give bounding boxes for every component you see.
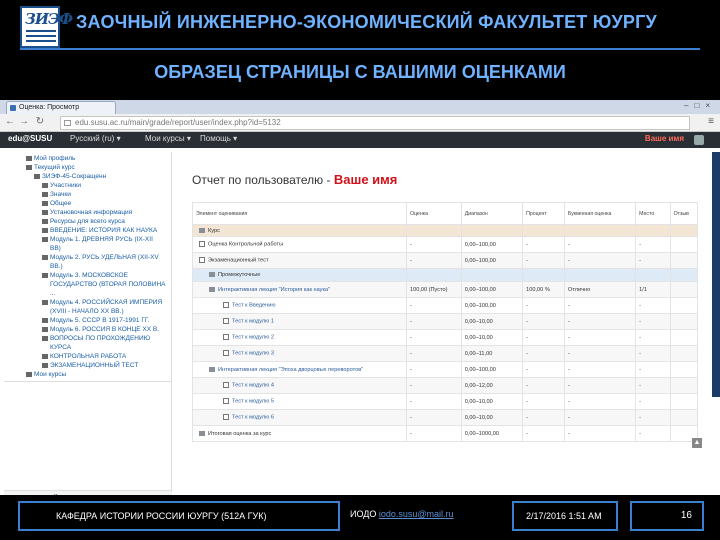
sidebar-item[interactable] [4,253,171,262]
sidebar-item[interactable] [4,199,171,208]
help-menu[interactable]: Помощь ▾ [200,134,238,143]
grade-cell-letter: 1/1 [636,282,670,298]
grade-cell-range: 0,00–100,00 [461,362,522,378]
grade-item-name [193,426,407,442]
reload-icon[interactable]: ↻ [35,116,45,127]
folder-icon [209,272,215,277]
sidebar-item[interactable] [4,334,171,343]
user-menu[interactable]: Ваше имя [644,134,684,143]
tab-bar [0,100,720,114]
grade-cell-misc [670,225,697,237]
grade-row [193,269,698,282]
sidebar-item[interactable] [4,190,171,199]
favicon-icon [10,105,16,111]
grade-cell-letter: - [636,362,670,378]
sidebar-item-label: КУРСА [50,344,72,351]
logo-text: ЗИЭФ [25,10,73,28]
grade-cell-letter: - [636,346,670,362]
browser-tab[interactable] [6,101,116,114]
folder-icon [199,431,205,436]
grade-item-label[interactable]: Итоговая оценка за курс [208,430,272,437]
folder-icon [42,354,48,359]
slide-footer [0,495,720,540]
sidebar-item-label: Общее [50,200,72,207]
grade-item-name [193,410,407,426]
grade-cell-misc [670,314,697,330]
grade-cell-percent: - [523,330,565,346]
grade-item-name [193,269,407,282]
sidebar-item-label: КОНТРОЛЬНАЯ РАБОТА [50,353,127,360]
sidebar-item[interactable] [4,181,171,190]
grade-cell-range: 0,00–10,00 [461,394,522,410]
grade-cell-percent: - [523,362,565,378]
grade-cell-weight: - [406,410,461,426]
folder-icon [42,237,48,242]
grade-item-name [193,394,407,410]
grade-row [193,314,698,330]
grade-cell-feedback: - [564,426,635,442]
grade-cell-weight: - [406,378,461,394]
folder-icon [42,210,48,215]
sidebar-item[interactable] [4,298,171,307]
grade-cell-percent: - [523,346,565,362]
sidebar-item-label: ГОСУДАРСТВО (ВТОРАЯ ПОЛОВИНА [50,281,166,288]
sidebar-item-label: ВОПРОСЫ ПО ПРОХОЖДЕНИЮ [50,335,151,342]
grade-cell-weight: - [406,330,461,346]
folder-icon [42,228,48,233]
url-input[interactable] [60,116,690,130]
grade-cell-misc [670,282,697,298]
grade-cell-letter: - [636,314,670,330]
footer-department-box [18,501,340,531]
grade-cell-misc [670,237,697,253]
sidebar-item-label: ... [50,290,56,297]
grade-cell-weight [406,225,461,237]
forward-icon[interactable]: → [19,116,29,127]
grade-item-label[interactable]: Тест к модулю 1 [232,318,275,325]
grade-cell-letter [636,269,670,282]
sidebar-item-label: Модуль 4. РОССИЙСКАЯ ИМПЕРИЯ [50,299,163,306]
grade-row [193,253,698,269]
grade-cell-misc [670,298,697,314]
grade-cell-misc [670,394,697,410]
folder-icon [199,228,205,233]
logo-lines [26,30,56,45]
grade-cell-weight: - [406,346,461,362]
grade-row [193,237,698,253]
quiz-icon [223,302,229,308]
grade-row [193,378,698,394]
grade-cell-letter: - [636,330,670,346]
footer-iodo [350,509,454,519]
grade-cell-percent: - [523,426,565,442]
faculty-logo [20,6,73,48]
folder-icon [42,201,48,206]
navigation-block [4,152,172,495]
sidebar-item[interactable] [4,361,171,370]
grade-cell-percent: - [523,237,565,253]
grade-cell-feedback: - [564,237,635,253]
header-name: Элемент оценивания [193,203,407,225]
sidebar-item-label: Ресурсы для всего курса [50,218,125,225]
grade-cell-feedback: - [564,253,635,269]
grade-cell-misc [670,378,697,394]
quiz-icon [223,398,229,404]
sidebar-item[interactable] [4,154,171,163]
grade-cell-range: 0,00–11,00 [461,346,522,362]
grade-cell-feedback: - [564,346,635,362]
grade-cell-weight: - [406,394,461,410]
grade-cell-percent: - [523,410,565,426]
grade-cell-range: 0,00–10,00 [461,330,522,346]
sidebar-item[interactable] [4,316,171,325]
grade-cell-range: 0,00–100,00 [461,237,522,253]
sidebar-item-label: Мой профиль [34,155,76,162]
footer-page-box [630,501,704,531]
folder-icon [42,318,48,323]
grade-cell-feedback: - [564,330,635,346]
grade-cell-range: 0,00–100,00 [461,298,522,314]
grade-item-name [193,330,407,346]
grade-item-label[interactable]: Курс [208,227,220,234]
grade-cell-percent: - [523,394,565,410]
grade-cell-weight: - [406,426,461,442]
grade-cell-letter: - [636,426,670,442]
grade-item-name [193,314,407,330]
grade-item-label[interactable]: Тест к модулю 4 [232,382,275,389]
grade-cell-range: 0,00–1000,00 [461,426,522,442]
folder-icon [209,367,215,372]
my-courses-menu[interactable]: Мои курсы ▾ [145,134,191,143]
grade-cell-percent [523,225,565,237]
header-grade: Оценка [406,203,461,225]
grade-row [193,394,698,410]
grade-cell-feedback: - [564,362,635,378]
header-percent: Процент [523,203,565,225]
grade-cell-weight: - [406,253,461,269]
grade-cell-weight: - [406,237,461,253]
grade-cell-range: 0,00–100,00 [461,253,522,269]
address-bar [0,114,720,132]
sidebar-item[interactable] [4,289,171,298]
header-rank: Место [636,203,670,225]
grades-table [192,202,698,442]
grade-item-name [193,225,407,237]
header-range: Диапазон [461,203,522,225]
sidebar-item-label: ЗИЭФ-45-Сокращенн [42,173,107,180]
grade-item-name [193,282,407,298]
folder-icon [42,363,48,368]
hamburger-icon[interactable]: ≡ [708,116,714,127]
grade-cell-feedback [564,269,635,282]
sidebar-item-label: Текущий курс [34,164,75,171]
language-menu[interactable]: Русский (ru) ▾ [70,134,121,143]
grade-cell-percent [523,269,565,282]
folder-icon [42,300,48,305]
back-icon[interactable]: ← [5,116,15,127]
sidebar-item[interactable] [4,343,171,352]
grade-cell-weight: - [406,298,461,314]
browser-window [0,100,720,495]
slide-subtitle: ОБРАЗЕЦ СТРАНИЦЫ С ВАШИМИ ОЦЕНКАМИ [154,62,566,82]
folder-icon [42,219,48,224]
grade-cell-feedback: - [564,298,635,314]
grade-cell-weight [406,269,461,282]
grade-cell-percent: - [523,378,565,394]
sidebar-item[interactable] [4,226,171,235]
grade-cell-range: 0,00–12,00 [461,378,522,394]
grade-cell-percent: 100,00 % [523,282,565,298]
footer-iodo-box [346,501,501,531]
folder-icon [26,156,32,161]
folder-icon [42,255,48,260]
folder-icon [209,287,215,292]
grade-item-label[interactable]: Экзаменационный тест [208,257,269,264]
sidebar-item-label: Модуль 1. ДРЕВНЯЯ РУСЬ (IX-XII [50,236,153,243]
grade-item-label[interactable]: Тест к модулю 3 [232,350,275,357]
grade-cell-range: 0,00–100,00 [461,282,522,298]
quiz-icon [199,241,205,247]
header-letter: Буквенная оценка [564,203,635,225]
window-controls[interactable]: –□× [684,101,716,110]
sidebar-item[interactable] [4,235,171,244]
tab-title: Оценка: Просмотр [19,104,80,111]
sidebar-item-label: Модуль 5. СССР В 1917-1991 ГГ. [50,317,150,324]
navigation-tree [4,152,171,382]
sidebar-item-label: ВВ) [50,245,61,252]
folder-icon [42,183,48,188]
grade-cell-range: 0,00–10,00 [461,314,522,330]
slide-side-stripe [712,152,720,397]
page-number: 16 [680,510,692,521]
page-icon [64,120,71,126]
grade-row [193,225,698,237]
grade-cell-letter: - [636,237,670,253]
footer-date: 2/17/2016 1:51 AM [526,511,602,521]
folder-icon [42,273,48,278]
grade-row [193,330,698,346]
grade-cell-weight: - [406,314,461,330]
grade-cell-letter: - [636,394,670,410]
sidebar-item[interactable] [4,244,171,253]
grade-cell-feedback [564,225,635,237]
grade-cell-feedback: - [564,378,635,394]
grade-cell-letter: - [636,378,670,394]
grade-cell-letter [636,225,670,237]
grade-cell-letter: - [636,298,670,314]
grade-cell-feedback: - [564,394,635,410]
grade-item-name [193,346,407,362]
quiz-icon [223,318,229,324]
sidebar-item[interactable] [4,307,171,316]
sidebar-item-label: Модуль 2. РУСЬ УДЕЛЬНАЯ (XII-XV [50,254,159,261]
sidebar-item[interactable] [4,208,171,217]
report-user-name: Ваше имя [333,172,398,187]
sidebar-item-label: Модуль 3. МОСКОВСКОЕ [50,272,128,279]
grade-item-label[interactable]: Тест к модулю 2 [232,334,275,341]
footer-email-link[interactable]: iodo.susu@mail.ru [378,509,454,519]
quiz-icon [223,414,229,420]
table-header-row [193,203,698,225]
grade-row [193,346,698,362]
avatar[interactable] [694,135,704,145]
faculty-title: ЗАОЧНЫЙ ИНЖЕНЕРНО-ЭКОНОМИЧЕСКИЙ ФАКУЛЬТЕТ ЮУРГУ [76,12,657,32]
grade-cell-misc [670,362,697,378]
report-title-prefix: Отчет по пользователю - [192,173,334,187]
quiz-icon [223,334,229,340]
url-text: edu.susu.ac.ru/main/grade/report/user/index.php?id=5132 [75,118,281,127]
grade-cell-range [461,225,522,237]
grade-item-label[interactable]: Интерактивная лекция "История как наука" [218,286,331,293]
sidebar-item[interactable] [4,280,171,289]
sidebar-item[interactable] [4,325,171,334]
sidebar-item-label: Значки [50,191,71,198]
sidebar-item[interactable] [4,370,171,379]
sidebar-item-label: ЭКЗАМЕНАЦИОННЫЙ ТЕСТ [50,362,139,369]
grade-cell-percent: - [523,298,565,314]
grade-cell-feedback: - [564,314,635,330]
brand-link[interactable]: edu@SUSU [8,134,53,143]
grade-item-label[interactable]: Тест к модулю 5 [232,398,275,405]
grades-table-body [193,225,698,442]
moodle-navbar [0,132,720,148]
folder-icon [26,372,32,377]
grade-cell-percent: - [523,253,565,269]
sidebar-item[interactable] [4,172,171,181]
header-feedback: Отзыв [670,203,697,225]
sidebar-item[interactable] [4,271,171,280]
footer-date-box [512,501,618,531]
grade-cell-misc [670,253,697,269]
grade-cell-range [461,269,522,282]
grade-item-name [193,362,407,378]
grade-item-label[interactable]: Промежуточные [218,272,261,278]
grade-cell-misc [670,410,697,426]
grade-cell-range: 0,00–10,00 [461,410,522,426]
grade-report [178,152,713,495]
sidebar-item[interactable] [4,262,171,271]
sidebar-item-label: Участники [50,182,82,189]
grade-row [193,426,698,442]
grade-row [193,362,698,378]
quiz-icon [223,382,229,388]
folder-icon [26,165,32,170]
grade-item-label[interactable]: Тест к модулю 6 [232,414,275,421]
grade-cell-misc [670,269,697,282]
slide-header [0,0,720,100]
folder-icon [34,174,40,179]
grade-cell-weight: 100,00 (Пусто) [406,282,461,298]
grade-row [193,298,698,314]
grade-item-name [193,298,407,314]
sidebar-item[interactable] [4,352,171,361]
folder-icon [42,336,48,341]
grade-item-name [193,237,407,253]
sidebar-item-label: Модуль 6. РОССИЯ В КОНЦЕ XX В. [50,326,160,333]
footer-iodo-label: ИОДО [350,509,379,519]
grade-item-name [193,378,407,394]
grade-cell-percent: - [523,314,565,330]
scroll-up-icon[interactable]: ▲ [693,439,701,446]
sidebar-item-label: ВВЕДЕНИЕ: ИСТОРИЯ КАК НАУКА [50,227,158,234]
grade-cell-feedback: - [564,410,635,426]
sidebar-item-label: ВВ.) [50,263,63,270]
grade-item-label[interactable]: Интерактивная лекция "Эпоха дворцовых переворотов" [218,366,364,373]
quiz-icon [199,257,205,263]
sidebar-item-label: (XVIII - НАЧАЛО XX ВВ.) [50,308,124,315]
report-title [192,172,397,187]
sidebar-item-label: Установочная информация [50,209,133,216]
grade-cell-weight: - [406,362,461,378]
grade-cell-letter: - [636,410,670,426]
grade-cell-letter: - [636,253,670,269]
sidebar-item-label: Мои курсы [34,371,67,378]
footer-department: КАФЕДРА ИСТОРИИ РОССИИ ЮУРГУ (512А ГУК) [56,511,267,521]
grade-row [193,410,698,426]
sidebar-item[interactable] [4,217,171,226]
grade-cell-misc [670,330,697,346]
folder-icon [42,192,48,197]
grade-item-label[interactable]: Оценка Контрольной работы [208,241,284,248]
header-divider [20,48,700,50]
sidebar-item[interactable] [4,163,171,172]
folder-icon [42,327,48,332]
grade-cell-misc [670,346,697,362]
grade-row [193,282,698,298]
quiz-icon [223,350,229,356]
grade-cell-feedback: Отлично [564,282,635,298]
grade-item-label[interactable]: Тест к Введению [232,302,276,309]
grade-item-name [193,253,407,269]
